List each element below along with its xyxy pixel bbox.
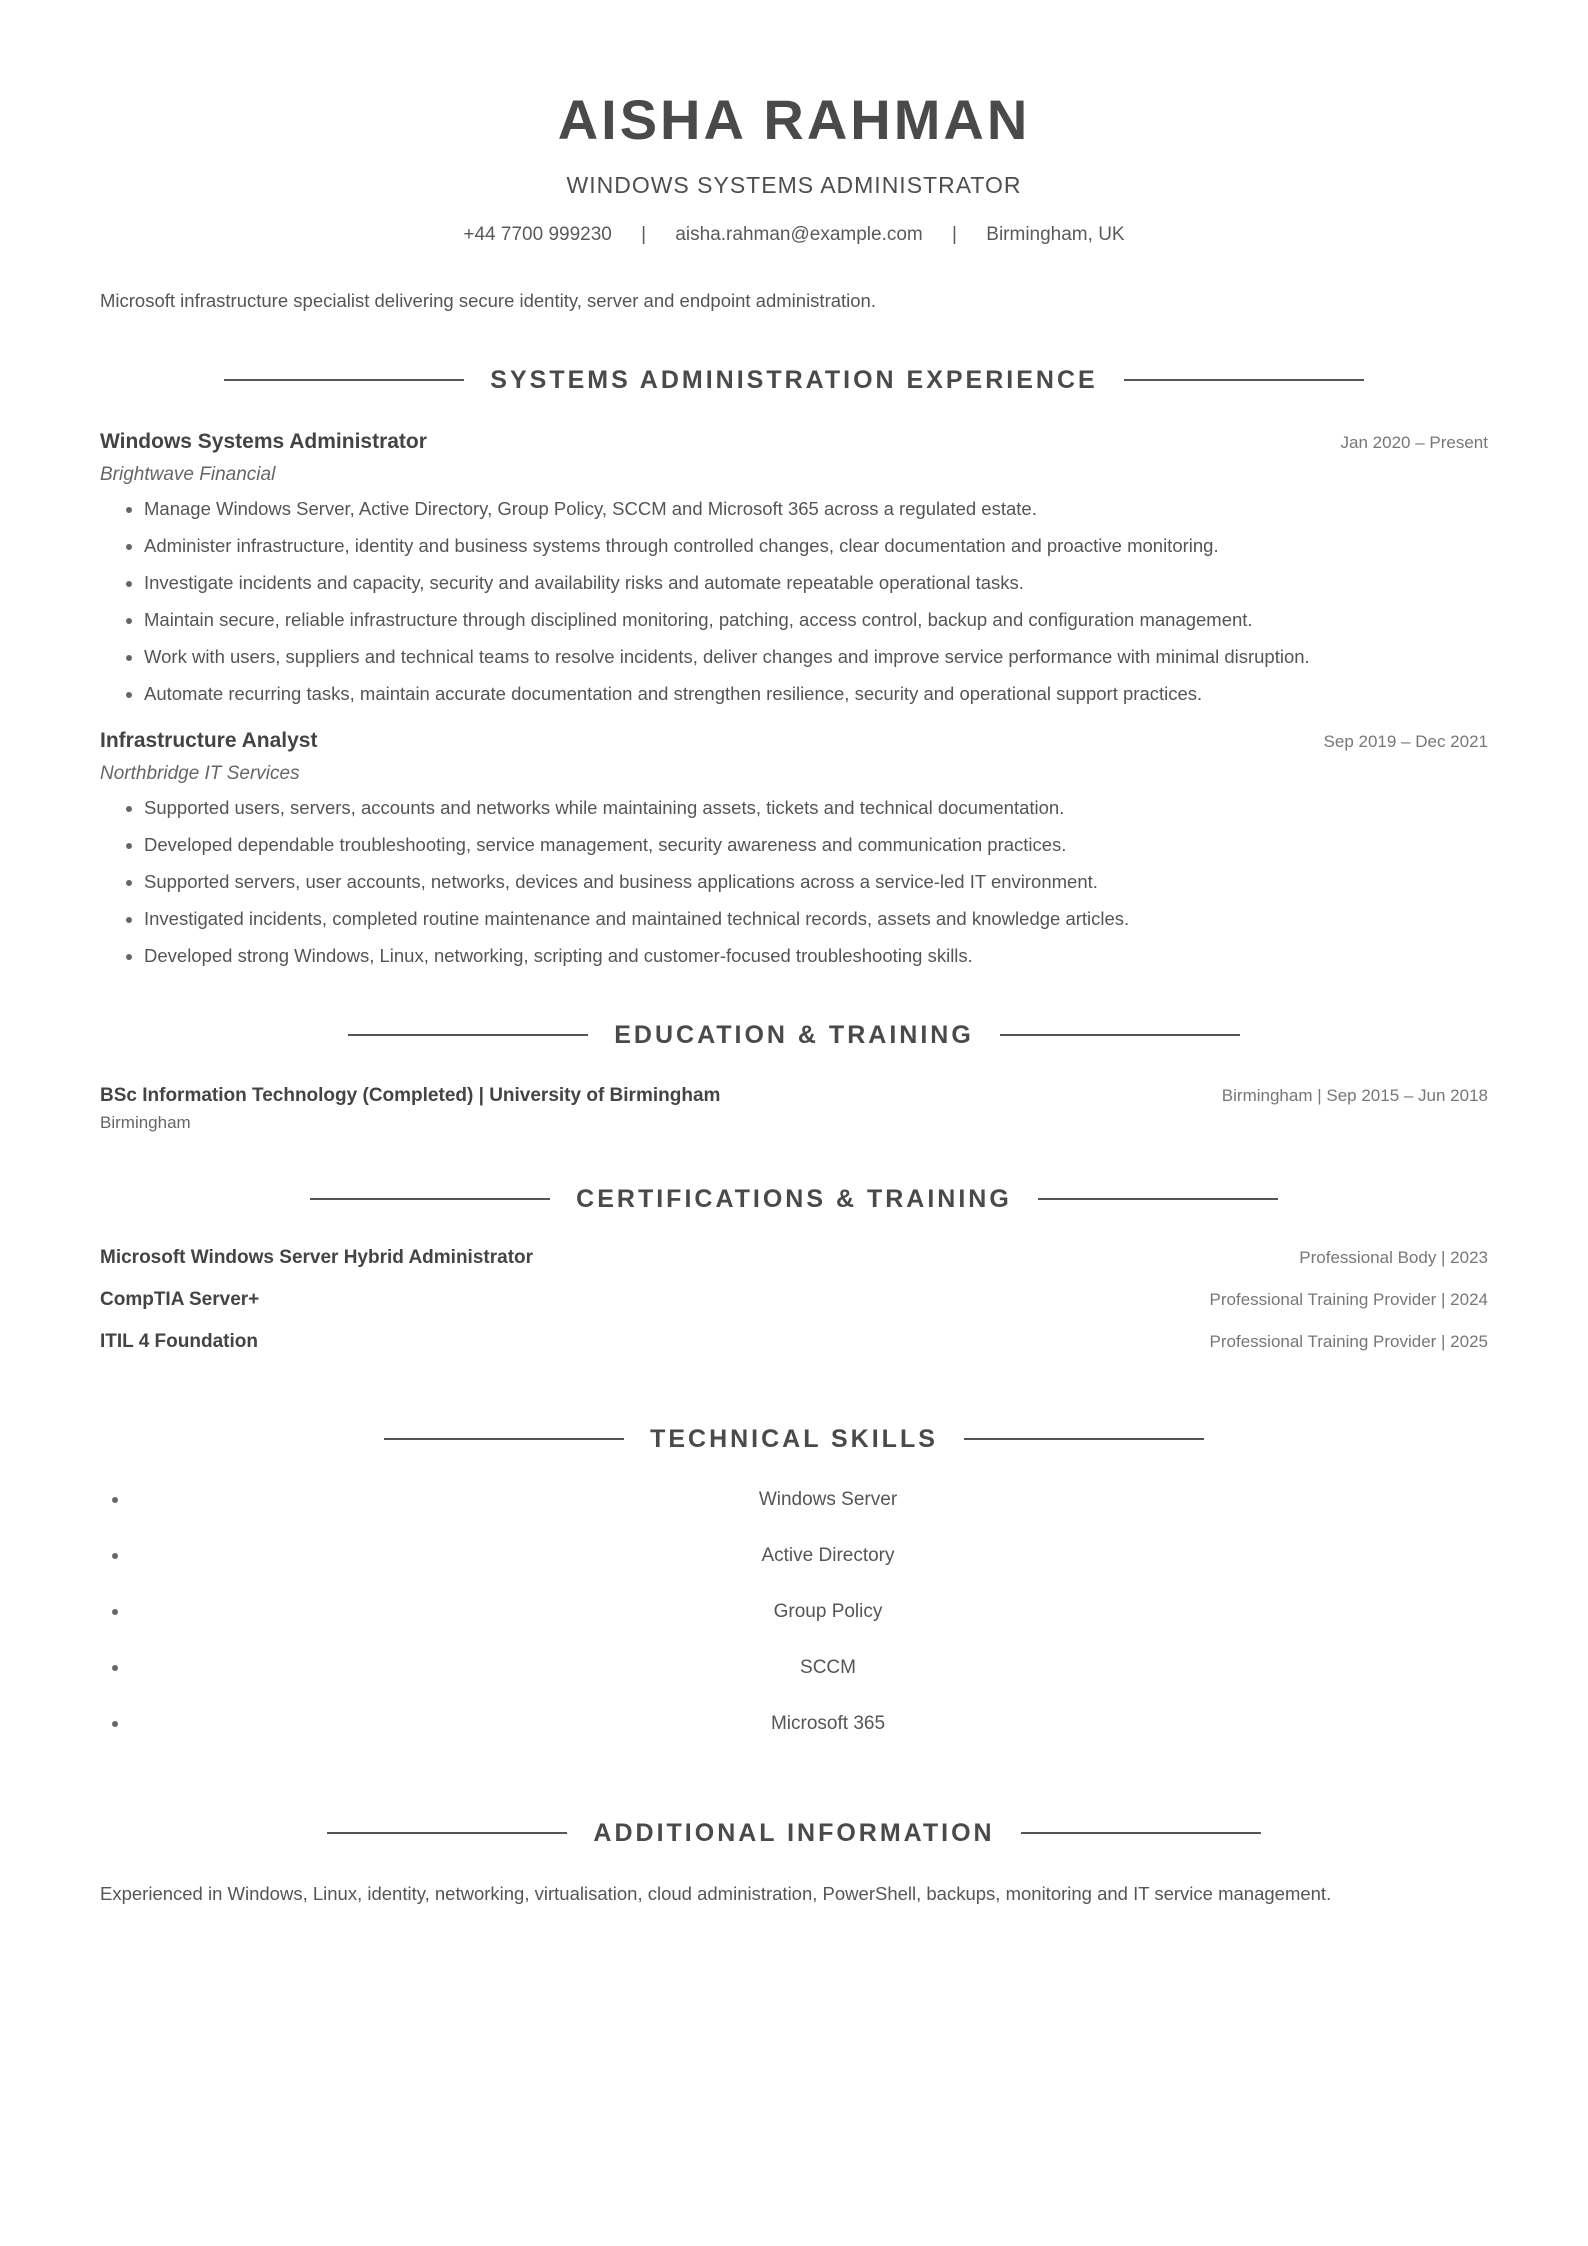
education-location: Birmingham bbox=[100, 1113, 191, 1132]
contact-line bbox=[100, 222, 1488, 248]
bullet-icon bbox=[112, 1553, 118, 1559]
phone-number: +44 7700 999230 bbox=[463, 224, 612, 245]
job-bullet: • Automate recurring tasks, maintain accurate documentation and strengthen resilience, security and operational support practices. bbox=[144, 681, 1488, 707]
bullet-icon bbox=[112, 1609, 118, 1615]
job-bullet: • Supported servers, user accounts, networks, devices and business applications across a service-led IT environment. bbox=[144, 869, 1488, 895]
heading-rule-left bbox=[348, 1034, 588, 1036]
bullet-icon bbox=[112, 1721, 118, 1727]
certification-meta: Professional Training Provider | 2025 bbox=[1209, 1332, 1488, 1351]
heading-rule-left bbox=[224, 379, 464, 381]
heading-rule-left bbox=[384, 1438, 624, 1440]
section-title: ADDITIONAL INFORMATION bbox=[593, 1819, 995, 1847]
certifications-section bbox=[100, 1247, 1488, 1373]
experience-section bbox=[100, 428, 1488, 969]
skill-name: Group Policy bbox=[773, 1601, 883, 1622]
certification-meta: Professional Training Provider | 2024 bbox=[1209, 1290, 1488, 1309]
section-heading-experience bbox=[100, 364, 1488, 396]
education-meta: Birmingham | Sep 2015 – Jun 2018 bbox=[1221, 1086, 1488, 1105]
skill-item bbox=[112, 1599, 1488, 1655]
education-degree: BSc Information Technology (Completed) | University of Birmingham bbox=[100, 1085, 721, 1106]
certification-entry bbox=[100, 1289, 1488, 1331]
skills-section bbox=[100, 1487, 1488, 1767]
job-bullet: • Manage Windows Server, Active Directory, Group Policy, SCCM and Microsoft 365 across a regulated estate. bbox=[144, 496, 1488, 522]
job-bullet: • Developed strong Windows, Linux, networking, scripting and customer-focused troubleshooting skills. bbox=[144, 943, 1488, 969]
skill-item bbox=[112, 1655, 1488, 1711]
location: Birmingham, UK bbox=[986, 224, 1125, 245]
heading-rule-right bbox=[1000, 1034, 1240, 1036]
job-bullet: • Administer infrastructure, identity and business systems through controlled changes, clear documentation and proactive monitoring. bbox=[144, 533, 1488, 559]
education-section bbox=[100, 1083, 1488, 1133]
certification-meta: Professional Body | 2023 bbox=[1299, 1248, 1488, 1267]
certification-name: Microsoft Windows Server Hybrid Administrator bbox=[100, 1247, 534, 1268]
job-header bbox=[100, 428, 1488, 456]
job-bullet: • Maintain secure, reliable infrastructure through disciplined monitoring, patching, access control, backup and configuration management. bbox=[144, 607, 1488, 633]
job-bullet: • Work with users, suppliers and technical teams to resolve incidents, deliver changes and improve service performance with minimal disruption. bbox=[144, 644, 1488, 670]
section-title: SYSTEMS ADMINISTRATION EXPERIENCE bbox=[490, 366, 1098, 394]
section-heading-additional bbox=[100, 1817, 1488, 1849]
certification-entry bbox=[100, 1331, 1488, 1373]
heading-rule-right bbox=[1021, 1832, 1261, 1834]
skills-list bbox=[100, 1487, 1488, 1767]
certification-entry bbox=[100, 1247, 1488, 1289]
skill-name: Active Directory bbox=[761, 1545, 895, 1566]
skill-item bbox=[112, 1543, 1488, 1599]
section-title: CERTIFICATIONS & TRAINING bbox=[576, 1185, 1012, 1213]
skill-name: Microsoft 365 bbox=[770, 1713, 886, 1734]
bullet-icon bbox=[112, 1497, 118, 1503]
heading-rule-right bbox=[1124, 379, 1364, 381]
candidate-name: AISHA RAHMAN bbox=[557, 88, 1031, 151]
job-entry bbox=[100, 727, 1488, 969]
resume-header bbox=[100, 0, 1488, 248]
section-title: EDUCATION & TRAINING bbox=[614, 1021, 974, 1049]
education-entry bbox=[100, 1083, 1488, 1109]
job-bullets bbox=[100, 496, 1488, 707]
heading-rule-left bbox=[310, 1198, 550, 1200]
job-dates: Sep 2019 – Dec 2021 bbox=[1323, 732, 1488, 751]
job-title: Infrastructure Analyst bbox=[100, 729, 318, 752]
job-company: Northbridge IT Services bbox=[100, 763, 300, 784]
heading-rule-right bbox=[964, 1438, 1204, 1440]
job-bullet: • Investigated incidents, completed routine maintenance and maintained technical records, assets and knowledge articles. bbox=[144, 906, 1488, 932]
job-header bbox=[100, 727, 1488, 755]
certification-name: CompTIA Server+ bbox=[100, 1289, 260, 1310]
skill-name: Windows Server bbox=[758, 1489, 898, 1510]
bullet-icon bbox=[112, 1665, 118, 1671]
skill-name: SCCM bbox=[800, 1657, 856, 1678]
job-bullet: • Developed dependable troubleshooting, service management, security awareness and communication practices. bbox=[144, 832, 1488, 858]
contact-separator: | bbox=[641, 224, 647, 245]
email-address: aisha.rahman@example.com bbox=[675, 224, 923, 245]
section-heading-skills bbox=[100, 1423, 1488, 1455]
job-company: Brightwave Financial bbox=[100, 464, 276, 485]
job-title: Windows Systems Administrator bbox=[100, 430, 427, 453]
skill-item bbox=[112, 1711, 1488, 1767]
job-entry bbox=[100, 428, 1488, 707]
job-bullet: • Supported users, servers, accounts and networks while maintaining assets, tickets and technical documentation. bbox=[144, 795, 1488, 821]
skill-item bbox=[112, 1487, 1488, 1543]
section-heading-education bbox=[100, 1019, 1488, 1051]
job-bullets bbox=[100, 795, 1488, 969]
job-bullet: • Investigate incidents and capacity, security and availability risks and automate repeatable operational tasks. bbox=[144, 570, 1488, 596]
section-heading-certifications bbox=[100, 1183, 1488, 1215]
job-dates: Jan 2020 – Present bbox=[1340, 433, 1488, 452]
heading-rule-right bbox=[1038, 1198, 1278, 1200]
candidate-title: WINDOWS SYSTEMS ADMINISTRATOR bbox=[566, 172, 1022, 198]
contact-separator: | bbox=[952, 224, 957, 245]
additional-information: Experienced in Windows, Linux, identity, networking, virtualisation, cloud administration, PowerShell, backups, monitoring and IT service management. bbox=[100, 1883, 1332, 1904]
heading-rule-left bbox=[327, 1832, 567, 1834]
certification-name: ITIL 4 Foundation bbox=[100, 1331, 258, 1352]
professional-summary: Microsoft infrastructure specialist delivering secure identity, server and endpoint administration. bbox=[100, 290, 876, 311]
section-title: TECHNICAL SKILLS bbox=[650, 1425, 938, 1453]
